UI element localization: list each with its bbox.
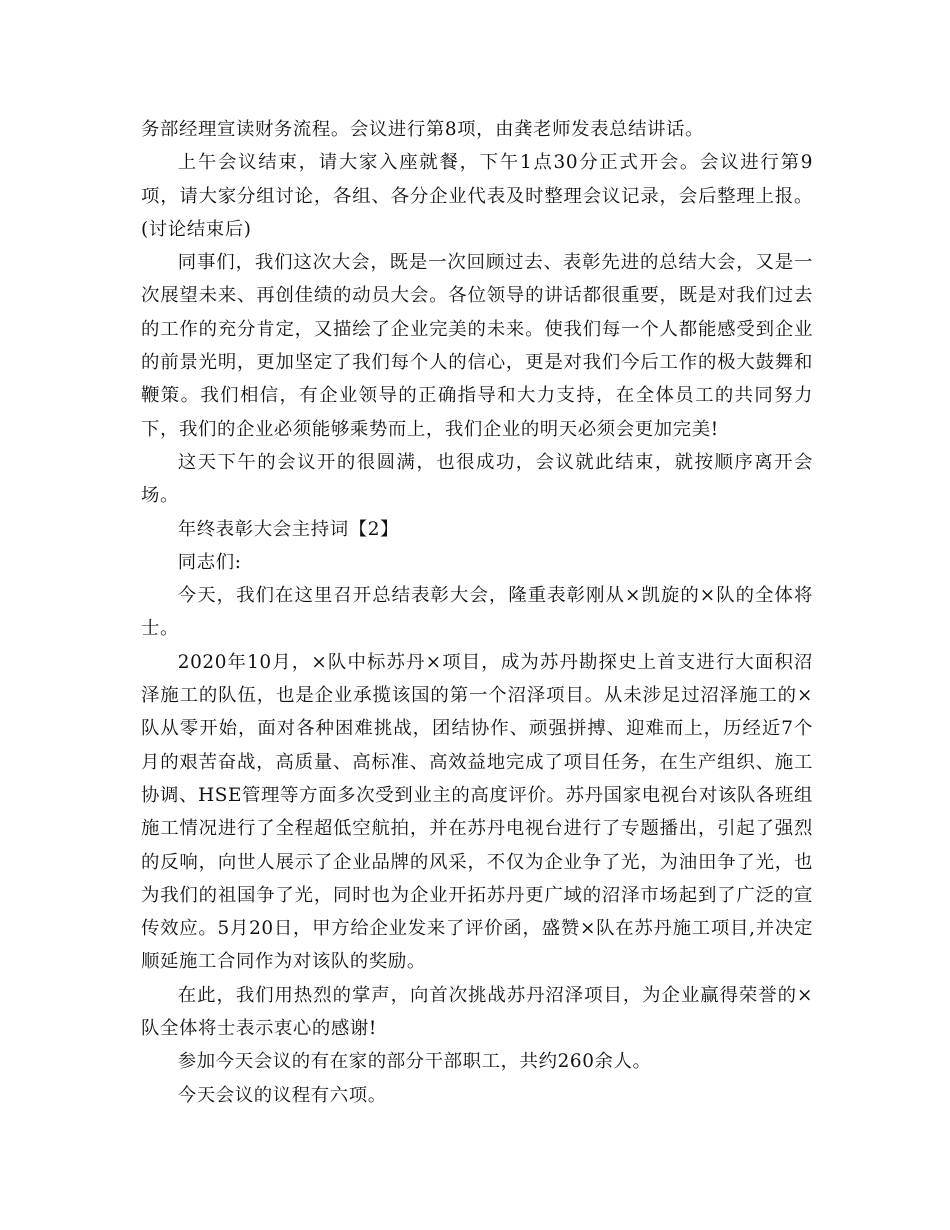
paragraph-4: 这天下午的会议开的很圆满，也很成功，会议就此结束，就按顺序离开会场。 [141,451,813,507]
paragraph-10: 参加今天会议的有在家的部分干部职工，共约260余人。 [177,1051,652,1073]
section-heading: 年终表彰大会主持词【2】 [177,518,399,540]
document-body [141,113,813,1112]
paragraph-8: 2020年10月，×队中标苏丹×项目，成为苏丹勘探史上首支进行大面积沼泽施工的队伍，也是企业承揽该国的第一个沼泽项目。从未涉足过沼泽施工的×队从零开始，面对各种困难挑战，团结协作、顽强拼搏、迎难而上，历经近7个月的艰苦奋战，高质量、高标准、高效益地完成了项目任务，在生产组织、施工协调、HSE管理等方面多次受到业主的高度评价。苏丹国家电视台对该队各班组施工情况进行了全程超低空航拍，并在苏丹电视台进行了专题播出，引起了强烈的反响，向世人展示了企业品牌的风采，不仅为企业争了光，为油田争了光，也为我们的祖国争了光，同时也为企业开拓苏丹更广域的沼泽市场起到了广泛的宣传效应。5月20日，甲方给企业发来了评价函，盛赞×队在苏丹施工项目,并决定顺延施工合同作为对该队的奖励。 [141,651,813,973]
paragraph-11: 今天会议的议程有六项。 [177,1084,387,1106]
salutation: 同志们: [177,551,242,573]
paragraph-2: 上午会议结束，请大家入座就餐，下午1点30分正式开会。会议进行第9项，请大家分组讨论，各组、各分企业代表及时整理会议记录，会后整理上报。(讨论结束后) [141,152,813,240]
paragraph-1: 务部经理宣读财务流程。会议进行第8项，由龚老师发表总结讲话。 [141,119,705,140]
paragraph-3: 同事们，我们这次大会，既是一次回顾过去、表彰先进的总结大会，又是一次展望未来、再创佳绩的动员大会。各位领导的讲话都很重要，既是对我们过去的工作的充分肯定，又描绘了企业完美的未来。使我们每一个人都能感受到企业的前景光明，更加坚定了我们每个人的信心，更是对我们今后工作的极大鼓舞和鞭策。我们相信，有企业领导的正确指导和大力支持，在全体员工的共同努力下，我们的企业必须能够乘势而上，我们企业的明天必须会更加完美! [141,252,813,440]
paragraph-7: 今天，我们在这里召开总结表彰大会，隆重表彰刚从×凯旋的×队的全体将士。 [141,585,813,640]
paragraph-9: 在此，我们用热烈的掌声，向首次挑战苏丹沼泽项目，为企业赢得荣誉的×队全体将士表示衷心的感谢! [141,984,813,1040]
